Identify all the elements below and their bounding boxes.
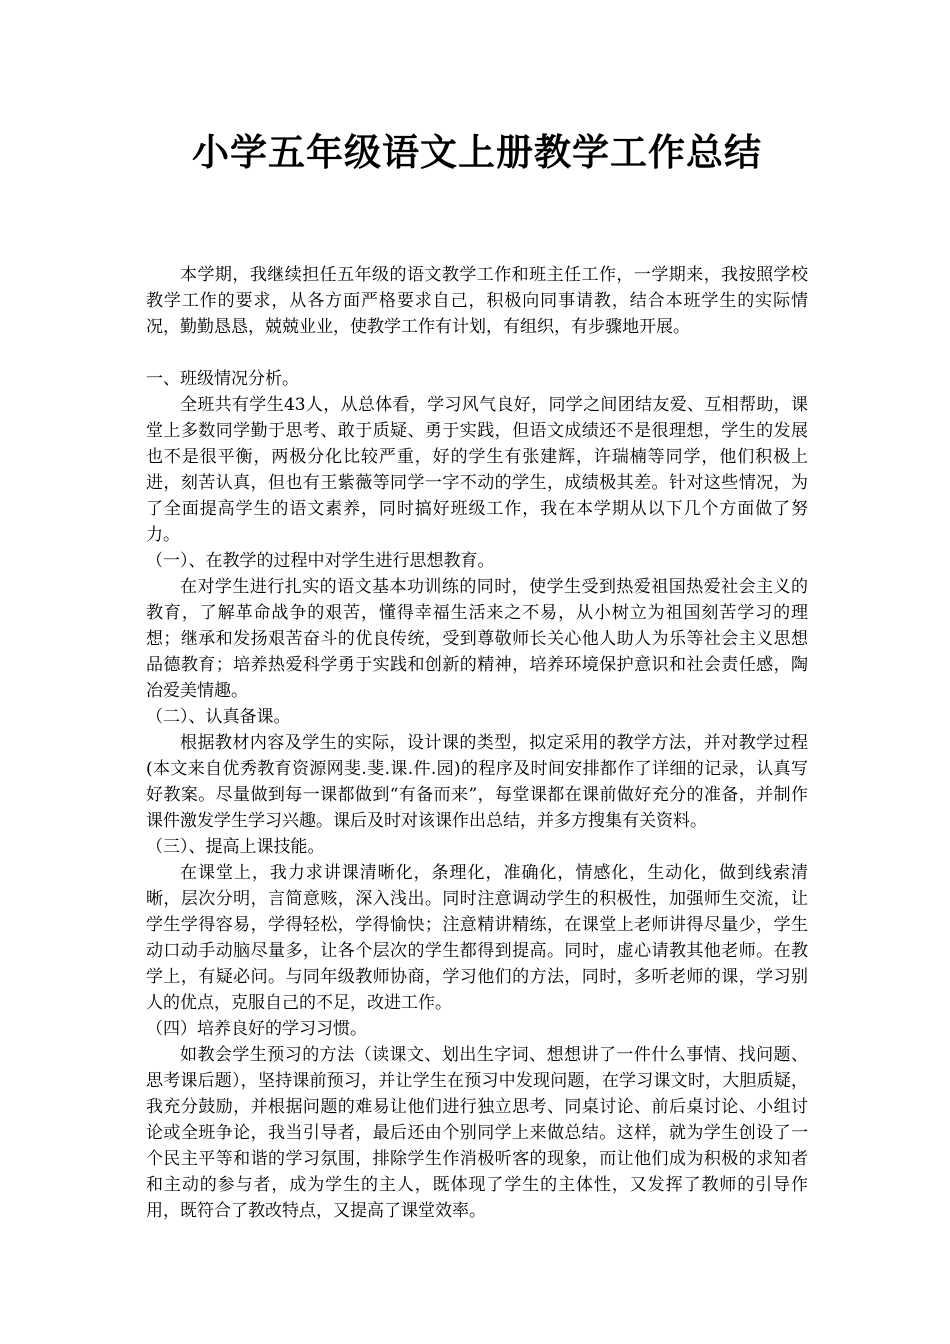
subsection-heading-teaching-skills: （三）、提高上课技能。 xyxy=(146,837,325,857)
document-page xyxy=(146,0,808,1224)
subsection-heading-ideology: （一）、在教学的过程中对学生进行思想教育。 xyxy=(146,551,495,571)
document-body xyxy=(146,262,808,1224)
lesson-prep-paragraph: 根据教材内容及学生的实际，设计课的类型，拟定采用的教学方法，并对教学过程(本文来自优秀教育资源网斐.斐.课.件.园)的程序及时间安排都作了详细的记录，认真写好教案。尽量做到每一课都做到“有备而来”，每堂课都在课前做好充分的准备，并制作课件激发学生学习兴趣。课后及时对该课作出总结，并多方搜集有关资料。 xyxy=(146,733,808,831)
teaching-skills-paragraph: 在课堂上，我力求讲课清晰化，条理化，准确化，情感化，生动化，做到线索清晰，层次分明，言简意赅，深入浅出。同时注意调动学生的积极性，加强师生交流，让学生学得容易，学得轻松，学得愉快；注意精讲精练，在课堂上老师讲得尽量少，学生动口动手动脑尽量多，让各个层次的学生都得到提高。同时，虚心请教其他老师。在教学上，有疑必问。与同年级教师协商，学习他们的方法，同时，多听老师的课，学习别人的优点，克服自己的不足，改进工作。 xyxy=(146,863,808,1013)
section-heading-class-analysis: 一、班级情况分析。 xyxy=(146,369,299,389)
subsection-heading-study-habits: （四）培养良好的学习习惯。 xyxy=(146,1019,367,1039)
class-analysis-paragraph: 全班共有学生43人，从总体看，学习风气良好，同学之间团结友爱、互相帮助，课堂上多数同学勤于思考、敢于质疑、勇于实践，但语文成绩还不是很理想，学生的发展也不是很平衡，两极分化比较严重，好的学生有张建辉，许瑞楠等同学，他们积极上进，刻苦认真，但也有王紫薇等同学一字不动的学生，成绩极其差。针对这些情况，为了全面提高学生的语文素养，同时搞好班级工作，我在本学期从以下几个方面做了努力。 xyxy=(146,395,808,545)
subsection-heading-lesson-prep: （二）、认真备课。 xyxy=(146,707,291,727)
document-title: 小学五年级语文上册教学工作总结 xyxy=(192,130,762,174)
ideology-paragraph: 在对学生进行扎实的语文基本功训练的同时，使学生受到热爱祖国热爱社会主义的教育，了解革命战争的艰苦，懂得幸福生活来之不易，从小树立为祖国刻苦学习的理想；继承和发扬艰苦奋斗的优良传统，受到尊敬师长关心他人助人为乐等社会主义思想品德教育；培养热爱科学勇于实践和创新的精神，培养环境保护意识和社会责任感，陶冶爱美情趣。 xyxy=(146,577,808,701)
study-habits-paragraph: 如教会学生预习的方法（读课文、划出生字词、想想讲了一件什么事情、找问题、思考课后题），坚持课前预习，并让学生在预习中发现问题，在学习课文时，大胆质疑，我充分鼓励，并根据问题的难易让他们进行独立思考、同桌讨论、前后桌讨论、小组讨论或全班争论，我当引导者，最后还由个别同学上来做总结。这样，就为学生创设了一个民主平等和谐的学习氛围，排除学生作消极听客的现象，而让他们成为积极的求知者和主动的参与者，成为学生的主人，既体现了学生的主体性，又发挥了教师的引导作用，既符合了教改特点，又提高了课堂效率。 xyxy=(146,1045,808,1221)
intro-paragraph: 本学期，我继续担任五年级的语文教学工作和班主任工作，一学期来，我按照学校教学工作的要求，从各方面严格要求自己，积极向同事请教，结合本班学生的实际情况，勤勤恳恳，兢兢业业，使教学工作有计划，有组织，有步骤地开展。 xyxy=(146,265,808,337)
